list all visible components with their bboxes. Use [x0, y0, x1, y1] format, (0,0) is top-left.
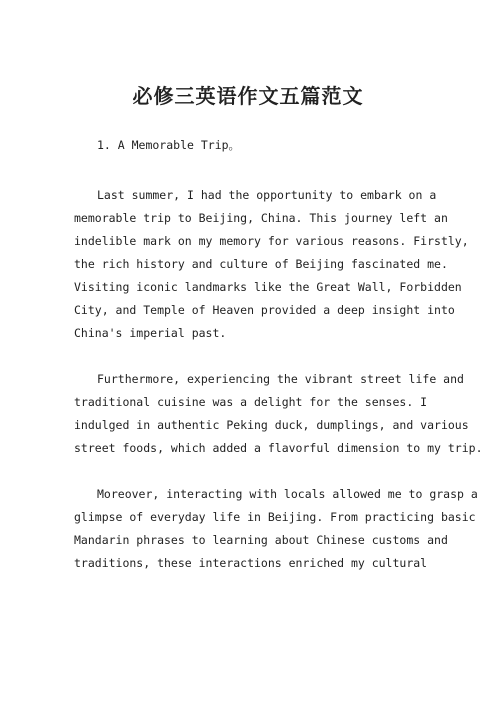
- paragraph-line: glimpse of everyday life in Beijing. From practicing basic: [74, 510, 476, 524]
- paragraph-line: traditional cuisine was a delight for the senses. I: [74, 395, 428, 409]
- paragraph-line: traditions, these interactions enriched my cultural: [74, 556, 428, 570]
- paragraph-line: street foods, which added a flavorful dimension to my trip.: [74, 441, 483, 455]
- paragraph-line: Last summer, I had the opportunity to embark on a: [97, 188, 437, 202]
- paragraph-line: Mandarin phrases to learning about Chinese customs and: [74, 533, 448, 547]
- paragraph-line: City, and Temple of Heaven provided a deep insight into: [74, 303, 455, 317]
- paragraph-line: Visiting iconic landmarks like the Great Wall, Forbidden: [74, 280, 462, 294]
- paragraph-line: memorable trip to Beijing, China. This journey left an: [74, 211, 448, 225]
- paragraph-line: the rich history and culture of Beijing fascinated me.: [74, 257, 448, 271]
- paragraph-line: indelible mark on my memory for various reasons. Firstly,: [74, 234, 469, 248]
- paragraph-line: China's imperial past.: [74, 326, 227, 340]
- document-title: 必修三英语作文五篇范文: [132, 84, 364, 108]
- paragraph-line: indulged in authentic Peking duck, dumplings, and various: [74, 418, 469, 432]
- paragraph-line: Furthermore, experiencing the vibrant street life and: [97, 372, 464, 386]
- section-heading: 1. A Memorable Trip。: [97, 138, 241, 152]
- paragraph-line: Moreover, interacting with locals allowed me to grasp a: [97, 487, 478, 501]
